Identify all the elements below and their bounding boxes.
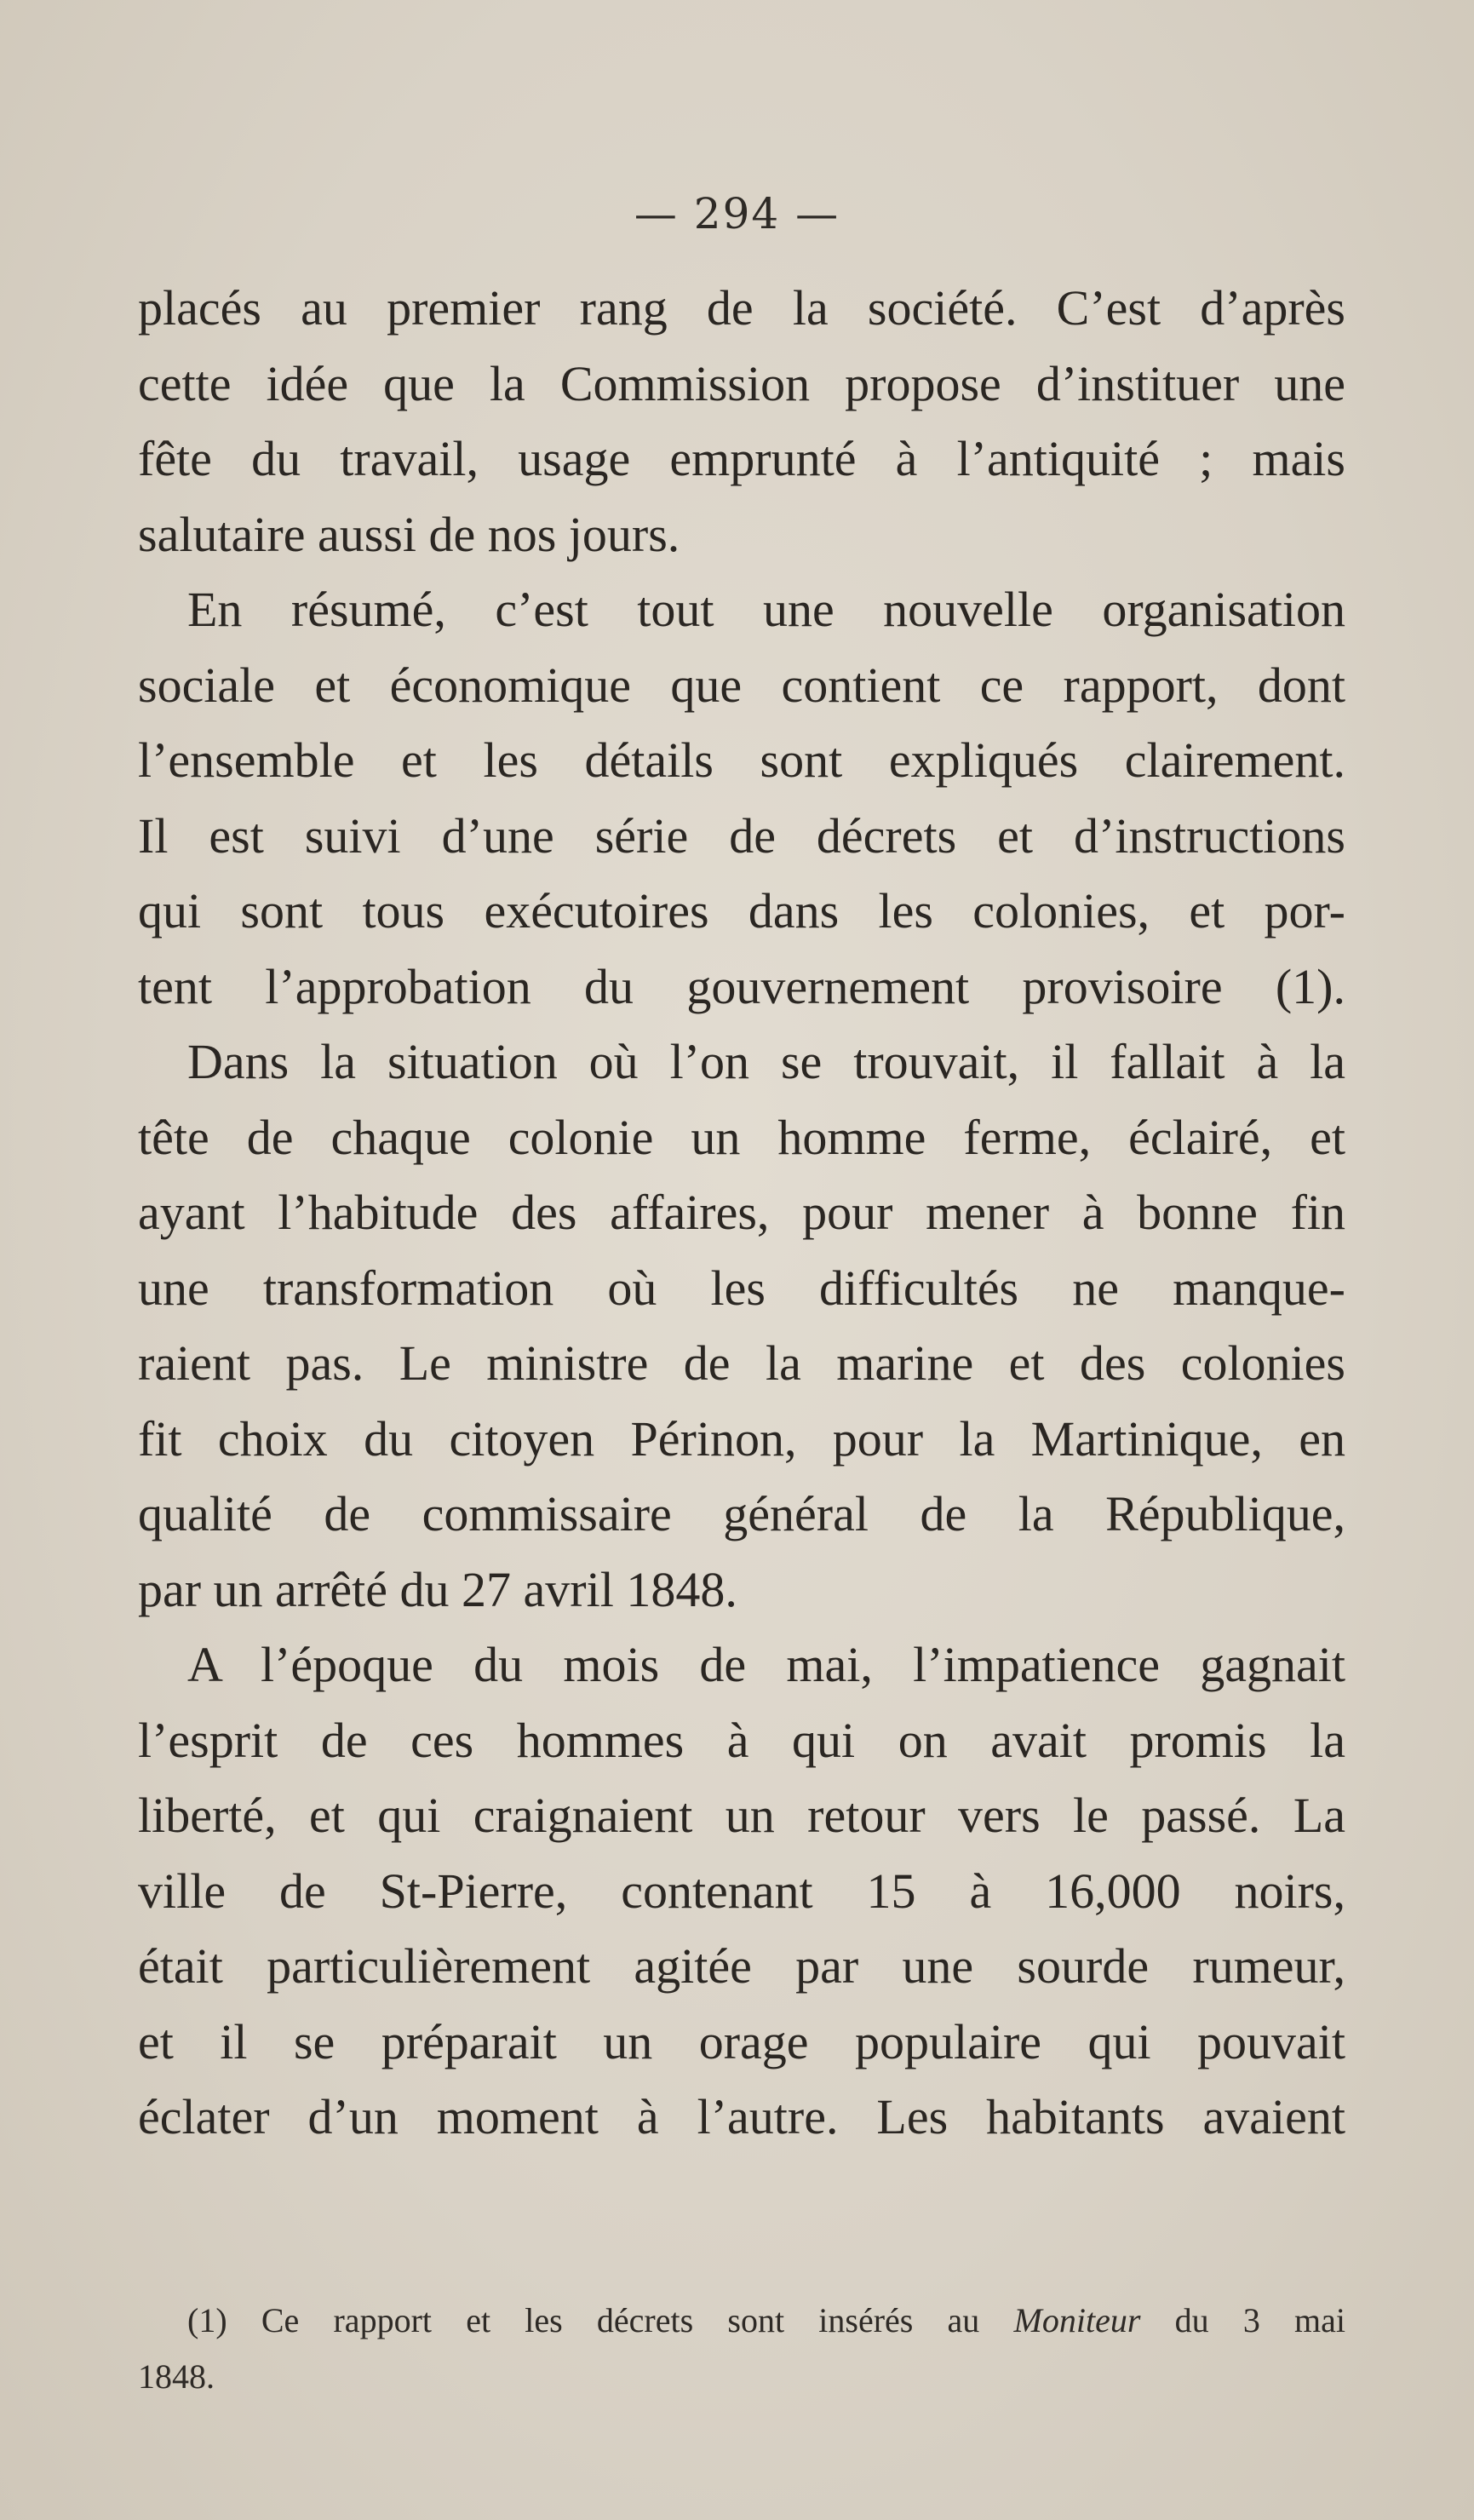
text-line: tent l’approbation du gouvernement provisoire (1). (138, 958, 1345, 1014)
footnote-line: 1848. (138, 2357, 215, 2396)
text-line: Il est suivi d’une série de décrets et d’instructions (138, 807, 1345, 864)
text-line: l’ensemble et les détails sont expliqués clairement. (138, 732, 1345, 788)
text-line: ayant l’habitude des affaires, pour mener à bonne fin (138, 1185, 1345, 1240)
text-line: placés au premier rang de la société. C’est d’après (138, 280, 1345, 336)
text-line: tête de chaque colonie un homme ferme, éclairé, et (138, 1109, 1345, 1165)
text-line: ville de St-Pierre, contenant 15 à 16,000 noirs, (138, 1863, 1345, 1919)
footnote-source: Moniteur (1013, 2301, 1141, 2339)
text-line: l’esprit de ces hommes à qui on avait promis la (138, 1712, 1345, 1768)
text-line: En résumé, c’est tout une nouvelle organisation (187, 582, 1345, 637)
text-line: éclater d’un moment à l’autre. Les habitants avaient (138, 2089, 1345, 2144)
text-line: qui sont tous exécutoires dans les colonies, et por- (138, 883, 1345, 939)
text-line: qualité de commissaire général de la République, (138, 1486, 1345, 1541)
text-line: Dans la situation où l’on se trouvait, il fallait à la (187, 1034, 1345, 1089)
text-line: une transformation où les difficultés ne manque- (138, 1260, 1345, 1316)
footnote-text: (1) Ce rapport et les décrets sont insérés au (187, 2301, 980, 2339)
footnote-line (138, 2293, 1345, 2349)
text-line: fête du travail, usage emprunté à l’antiquité ; mais (138, 431, 1345, 486)
text-line: salutaire aussi de nos jours. (138, 506, 680, 562)
footnote-date: du 3 mai (1174, 2301, 1345, 2339)
text-line: fit choix du citoyen Périnon, pour la Martinique, en (138, 1410, 1345, 1467)
text-line: sociale et économique que contient ce rapport, dont (138, 657, 1345, 713)
body-text (138, 271, 1345, 2155)
text-line: raient pas. Le ministre de la marine et des colonies (138, 1335, 1345, 1391)
text-line: A l’époque du mois de mai, l’impatience gagnait (187, 1637, 1345, 1692)
footnote (138, 2293, 1345, 2405)
text-line: cette idée que la Commission propose d’instituer une (138, 355, 1345, 411)
text-line: liberté, et qui craignaient un retour vers le passé. La (138, 1788, 1345, 1843)
text-line: et il se préparait un orage populaire qui pouvait (138, 2013, 1345, 2069)
page-number: — 294 — (634, 189, 840, 238)
text-line: était particulièrement agitée par une sourde rumeur, (138, 1938, 1345, 1994)
text-line: par un arrêté du 27 avril 1848. (138, 1561, 737, 1617)
